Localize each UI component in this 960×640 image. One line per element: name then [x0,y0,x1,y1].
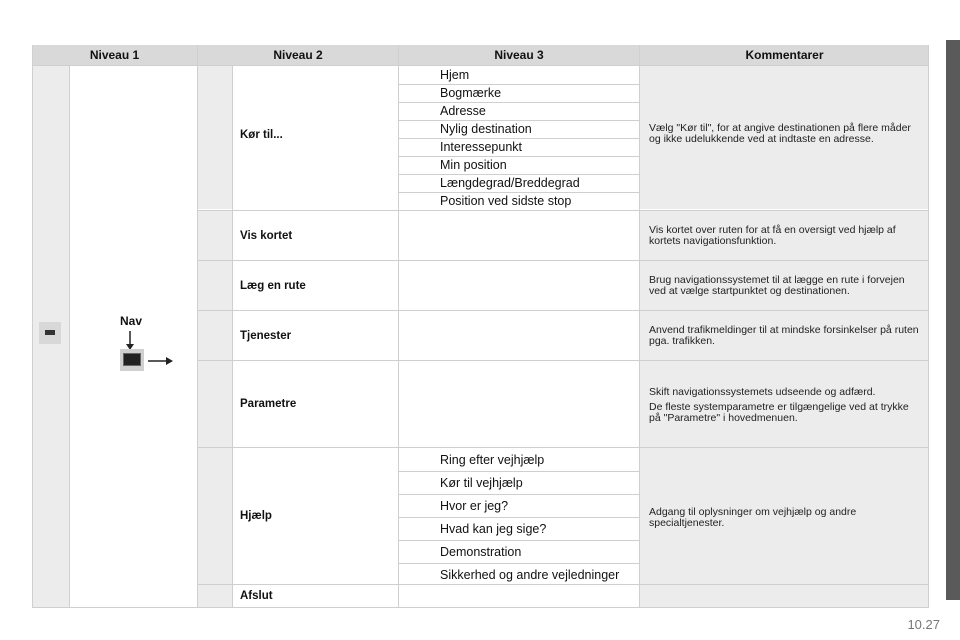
item-hjem[interactable]: Hjem [440,68,470,82]
level2-kortil: Kør til... [240,129,283,141]
item-bogmaerke[interactable]: Bogmærke [440,86,502,100]
screen-button-icon[interactable] [120,349,144,371]
item-hvor-er-jeg[interactable]: Hvor er jeg? [440,499,509,513]
item-interessepunkt[interactable]: Interessepunkt [440,140,522,154]
comment-kortil: Vælg "Kør til", for at angive destinationen på flere måder og ikke udelukkende ved at indtaste en adresse. [649,122,911,145]
empty-cell [399,311,639,360]
item-nylig-destination[interactable]: Nylig destination [440,122,532,136]
empty-cell [399,361,639,447]
level2-parametre: Parametre [240,398,297,410]
comment-parametre-2: De fleste systemparametre er tilgængelige ved at trykke på "Parametre" i hovedmenuen. [649,401,909,424]
row-viskortet-level2 [233,211,399,260]
indent-cell [198,448,232,584]
comment-laeg: Brug navigationssystemet til at lægge en rute i forvejen ved at vælge startpunktet og destinationen. [649,274,905,297]
level2-tjenester: Tjenester [240,330,292,342]
item-adresse[interactable]: Adresse [440,104,486,118]
level2-viskortet: Vis kortet [240,230,293,242]
level2-afslut: Afslut [240,590,273,602]
indent-cell [198,585,232,608]
level1-nav-column [70,66,197,608]
page-number: 10.27 [907,617,940,632]
empty-cell [399,261,639,310]
item-demonstration[interactable]: Demonstration [440,545,522,559]
nav-label: Nav [120,314,143,328]
item-min-position[interactable]: Min position [440,158,507,172]
indent-cell [198,66,232,209]
row-afslut-comment-cell [640,585,929,608]
row-laeg-level2 [233,261,399,310]
indent-cell [198,361,232,447]
item-laengdegrad[interactable]: Længdegrad/Breddegrad [440,176,580,190]
navigation-menu-table [32,45,929,608]
item-hvad-kan-jeg-sige[interactable]: Hvad kan jeg sige? [440,522,547,536]
header-kommentarer: Kommentarer [640,45,929,65]
right-arrow-icon [148,354,174,372]
level2-hjaelp: Hjælp [240,510,272,522]
empty-cell [399,211,639,260]
item-kor-til-vejhjaelp[interactable]: Kør til vejhjælp [440,476,523,490]
row-tjenester-level2 [233,311,399,360]
row-kortil-level3 [399,66,639,209]
level2-laeg-en-rute: Læg en rute [240,280,306,292]
item-sikkerhed[interactable]: Sikkerhed og andre vejledninger [440,568,620,582]
item-position-sidste-stop[interactable]: Position ved sidste stop [440,194,572,208]
row-hjaelp-level2 [233,448,399,584]
header-niveau-1: Niveau 1 [32,45,197,65]
row-afslut-level2 [233,585,399,608]
row-kortil-level2 [233,66,399,209]
header-niveau-2: Niveau 2 [198,45,398,65]
indent-cell [198,311,232,360]
empty-cell [399,585,639,608]
item-ring-efter-vejhjaelp[interactable]: Ring efter vejhjælp [440,453,545,467]
header-niveau-3: Niveau 3 [399,45,639,65]
indent-cell [198,211,232,260]
comment-hjaelp: Adgang til oplysninger om vejhjælp og andre specialtjenester. [649,506,857,529]
scrollbar[interactable] [946,40,960,600]
indent-cell [198,261,232,310]
comment-viskortet: Vis kortet over ruten for at få en oversigt ved hjælp af kortets navigationsfunktion. [649,224,896,247]
menu-icon [39,322,61,344]
row-parametre-level2 [233,361,399,447]
comment-tjenester: Anvend trafikmeldinger til at mindske forsinkelser på ruten pga. trafikken. [649,324,919,347]
row-hjaelp-level3 [399,448,639,584]
comment-parametre-1: Skift navigationssystemets udseende og adfærd. [649,386,876,398]
level1-icon-column [32,66,69,608]
